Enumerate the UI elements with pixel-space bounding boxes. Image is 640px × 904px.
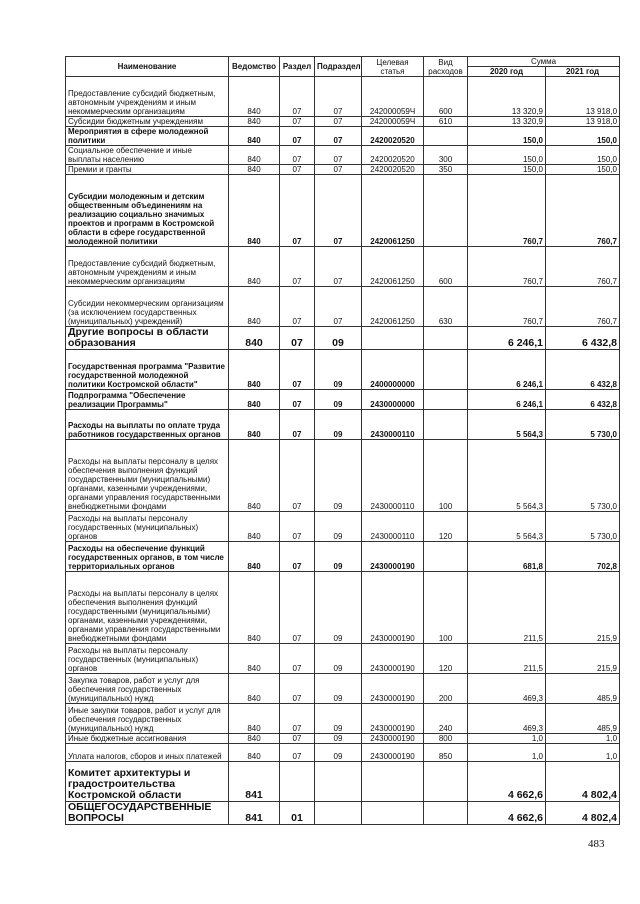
cell-dept: 840 — [229, 734, 280, 744]
cell-name: Расходы на выплаты персоналу в целях обеспечения выполнения функций государственными (муниципальными) органами, казенными учреждениями, органами управления государственными внебюджетными фондами — [66, 440, 229, 512]
cell-section: 07 — [280, 247, 315, 287]
cell-subsection: 09 — [315, 350, 362, 390]
cell-subsection: 09 — [315, 390, 362, 410]
cell-name: Субсидии бюджетным учреждениям — [66, 117, 229, 127]
table-row — [66, 440, 620, 512]
cell-target: 2400000000 — [362, 350, 424, 390]
header-sum: Сумма — [468, 57, 620, 67]
cell-dept: 840 — [229, 390, 280, 410]
cell-section: 07 — [280, 127, 315, 146]
header-dept: Ведомство — [229, 57, 280, 77]
cell-y2020: 13 320,9 — [468, 77, 546, 117]
cell-section: 07 — [280, 175, 315, 247]
cell-dept: 840 — [229, 117, 280, 127]
cell-target: 2420061250 — [362, 175, 424, 247]
cell-section: 07 — [280, 674, 315, 704]
cell-target: 2420061250 — [362, 287, 424, 327]
cell-y2020: 469,3 — [468, 674, 546, 704]
cell-y2021: 4 802,4 — [546, 762, 620, 802]
cell-exp-type: 240 — [424, 704, 468, 734]
cell-name: Расходы на выплаты персоналу государственных (муниципальных) органов — [66, 644, 229, 674]
table-row — [66, 762, 620, 802]
cell-y2020: 681,8 — [468, 542, 546, 572]
cell-dept: 840 — [229, 704, 280, 734]
cell-target: 2430000110 — [362, 512, 424, 542]
cell-y2020: 6 246,1 — [468, 390, 546, 410]
cell-section: 07 — [280, 410, 315, 440]
cell-section: 07 — [280, 327, 315, 350]
cell-y2020: 13 320,9 — [468, 117, 546, 127]
cell-exp-type — [424, 390, 468, 410]
cell-target: 2430000190 — [362, 572, 424, 644]
cell-dept: 840 — [229, 146, 280, 165]
cell-section: 07 — [280, 146, 315, 165]
cell-subsection: 07 — [315, 77, 362, 117]
cell-section: 07 — [280, 734, 315, 744]
cell-y2021: 6 432,8 — [546, 327, 620, 350]
cell-y2021: 1,0 — [546, 734, 620, 744]
cell-target: 2430000000 — [362, 390, 424, 410]
table-row — [66, 542, 620, 572]
table-row — [66, 802, 620, 825]
cell-y2020: 1,0 — [468, 744, 546, 762]
cell-section: 07 — [280, 744, 315, 762]
cell-y2020: 5 564,3 — [468, 440, 546, 512]
cell-section: 07 — [280, 440, 315, 512]
cell-subsection: 07 — [315, 247, 362, 287]
cell-y2020: 5 564,3 — [468, 410, 546, 440]
cell-dept: 840 — [229, 175, 280, 247]
cell-y2021: 5 730,0 — [546, 410, 620, 440]
table-row — [66, 350, 620, 390]
cell-name: Государственная программа "Развитие государственной молодежной политики Костромской области" — [66, 350, 229, 390]
cell-dept: 840 — [229, 410, 280, 440]
cell-target: 2430000190 — [362, 734, 424, 744]
cell-dept: 840 — [229, 744, 280, 762]
cell-dept: 840 — [229, 440, 280, 512]
cell-exp-type: 610 — [424, 117, 468, 127]
header-section: Раздел — [280, 57, 315, 77]
cell-y2021: 485,9 — [546, 704, 620, 734]
table-row — [66, 704, 620, 734]
cell-y2021: 5 730,0 — [546, 440, 620, 512]
cell-section: 07 — [280, 704, 315, 734]
cell-exp-type: 120 — [424, 512, 468, 542]
cell-dept: 840 — [229, 127, 280, 146]
header-name: Наименование — [66, 57, 229, 77]
cell-name: Комитет архитектуры и градостроительства Костромской области — [66, 762, 229, 802]
cell-subsection: 07 — [315, 127, 362, 146]
cell-dept: 840 — [229, 644, 280, 674]
cell-target: 242000059Ч — [362, 117, 424, 127]
cell-y2021: 13 918,0 — [546, 117, 620, 127]
cell-subsection: 09 — [315, 744, 362, 762]
cell-exp-type — [424, 542, 468, 572]
cell-section — [280, 762, 315, 802]
cell-name: Иные бюджетные ассигнования — [66, 734, 229, 744]
cell-exp-type: 100 — [424, 440, 468, 512]
cell-subsection: 09 — [315, 512, 362, 542]
cell-section: 07 — [280, 117, 315, 127]
header-subsection: Подраздел — [315, 57, 362, 77]
cell-name: Премии и гранты — [66, 165, 229, 175]
cell-subsection — [315, 802, 362, 825]
cell-name: Иные закупки товаров, работ и услуг для обеспечения государственных (муниципальных) нужд — [66, 704, 229, 734]
cell-y2021: 760,7 — [546, 175, 620, 247]
cell-y2020: 6 246,1 — [468, 327, 546, 350]
cell-subsection: 09 — [315, 440, 362, 512]
cell-dept: 840 — [229, 287, 280, 327]
cell-exp-type: 630 — [424, 287, 468, 327]
cell-subsection: 09 — [315, 644, 362, 674]
cell-target: 2430000110 — [362, 410, 424, 440]
cell-name: Расходы на выплаты персоналу в целях обеспечения выполнения функций государственными (муниципальными) органами, казенными учреждениями, органами управления государственными внебюджетными фондами — [66, 572, 229, 644]
cell-target: 2430000190 — [362, 674, 424, 704]
cell-y2021: 215,9 — [546, 644, 620, 674]
cell-y2020: 150,0 — [468, 127, 546, 146]
cell-name: Расходы на обеспечение функций государственных органов, в том числе территориальных органов — [66, 542, 229, 572]
cell-dept: 840 — [229, 327, 280, 350]
cell-exp-type: 600 — [424, 77, 468, 117]
header-target: Целевая статья — [362, 57, 424, 77]
cell-name: Субсидии некоммерческим организациям (за исключением государственных (муниципальных) учреждений) — [66, 287, 229, 327]
cell-y2020: 211,5 — [468, 644, 546, 674]
cell-exp-type — [424, 350, 468, 390]
table-row — [66, 146, 620, 165]
cell-y2020: 6 246,1 — [468, 350, 546, 390]
table-row — [66, 734, 620, 744]
cell-subsection: 09 — [315, 572, 362, 644]
cell-subsection: 09 — [315, 674, 362, 704]
cell-y2021: 485,9 — [546, 674, 620, 704]
table-row — [66, 77, 620, 117]
cell-subsection: 09 — [315, 410, 362, 440]
cell-subsection: 07 — [315, 146, 362, 165]
cell-exp-type — [424, 175, 468, 247]
cell-y2021: 150,0 — [546, 165, 620, 175]
cell-y2021: 760,7 — [546, 247, 620, 287]
cell-y2020: 150,0 — [468, 146, 546, 165]
cell-subsection: 07 — [315, 165, 362, 175]
cell-y2021: 215,9 — [546, 572, 620, 644]
cell-y2021: 1,0 — [546, 744, 620, 762]
cell-name: Другие вопросы в области образования — [66, 327, 229, 350]
cell-dept: 841 — [229, 802, 280, 825]
cell-section: 07 — [280, 572, 315, 644]
cell-y2020: 760,7 — [468, 247, 546, 287]
cell-dept: 840 — [229, 77, 280, 117]
cell-name: Уплата налогов, сборов и иных платежей — [66, 744, 229, 762]
cell-exp-type — [424, 127, 468, 146]
cell-section: 07 — [280, 542, 315, 572]
cell-y2020: 760,7 — [468, 287, 546, 327]
cell-exp-type: 800 — [424, 734, 468, 744]
cell-exp-type: 100 — [424, 572, 468, 644]
cell-target: 2420061250 — [362, 247, 424, 287]
budget-table — [65, 56, 620, 825]
cell-section: 07 — [280, 165, 315, 175]
cell-name: Субсидии молодежным и детским общественным объединениям на реализацию социально значимых проектов и программ в Костромской области в сфере государственной молодежной политики — [66, 175, 229, 247]
cell-name: Предоставление субсидий бюджетным, автономным учреждениям и иным некоммерческим организациям — [66, 247, 229, 287]
cell-section: 07 — [280, 77, 315, 117]
cell-exp-type: 600 — [424, 247, 468, 287]
cell-y2020: 4 662,6 — [468, 802, 546, 825]
cell-y2020: 760,7 — [468, 175, 546, 247]
cell-target: 2430000190 — [362, 704, 424, 734]
cell-y2021: 760,7 — [546, 287, 620, 327]
cell-target — [362, 327, 424, 350]
table-row — [66, 512, 620, 542]
cell-subsection: 09 — [315, 704, 362, 734]
cell-subsection: 07 — [315, 175, 362, 247]
cell-subsection: 07 — [315, 117, 362, 127]
cell-section: 07 — [280, 390, 315, 410]
cell-section: 07 — [280, 287, 315, 327]
cell-exp-type — [424, 802, 468, 825]
cell-y2020: 4 662,6 — [468, 762, 546, 802]
cell-name: ОБЩЕГОСУДАРСТВЕННЫЕ ВОПРОСЫ — [66, 802, 229, 825]
cell-dept: 840 — [229, 350, 280, 390]
cell-exp-type: 120 — [424, 644, 468, 674]
cell-subsection — [315, 762, 362, 802]
cell-y2021: 150,0 — [546, 146, 620, 165]
header-2020: 2020 год — [468, 67, 546, 77]
cell-subsection: 07 — [315, 287, 362, 327]
table-body — [66, 77, 620, 825]
cell-y2021: 4 802,4 — [546, 802, 620, 825]
cell-target: 2430000190 — [362, 542, 424, 572]
cell-name: Предоставление субсидий бюджетным, автономным учреждениям и иным некоммерческим организациям — [66, 77, 229, 117]
cell-y2021: 6 432,8 — [546, 390, 620, 410]
cell-dept: 840 — [229, 165, 280, 175]
cell-name: Расходы на выплаты по оплате труда работников государственных органов — [66, 410, 229, 440]
cell-target — [362, 762, 424, 802]
cell-target: 2430000190 — [362, 644, 424, 674]
cell-y2021: 702,8 — [546, 542, 620, 572]
cell-section: 07 — [280, 350, 315, 390]
cell-dept: 840 — [229, 542, 280, 572]
header-2021: 2021 год — [546, 67, 620, 77]
cell-exp-type: 850 — [424, 744, 468, 762]
table-header — [66, 57, 620, 77]
cell-y2021: 6 432,8 — [546, 350, 620, 390]
cell-y2020: 211,5 — [468, 572, 546, 644]
cell-dept: 840 — [229, 247, 280, 287]
cell-subsection: 09 — [315, 542, 362, 572]
table-row — [66, 572, 620, 644]
table-row — [66, 744, 620, 762]
cell-exp-type: 200 — [424, 674, 468, 704]
cell-exp-type — [424, 410, 468, 440]
cell-section: 01 — [280, 802, 315, 825]
cell-exp-type: 350 — [424, 165, 468, 175]
cell-target: 2420020520 — [362, 165, 424, 175]
cell-section: 07 — [280, 644, 315, 674]
cell-dept: 840 — [229, 512, 280, 542]
cell-section: 07 — [280, 512, 315, 542]
table-row — [66, 390, 620, 410]
cell-exp-type: 300 — [424, 146, 468, 165]
cell-name: Мероприятия в сфере молодежной политики — [66, 127, 229, 146]
cell-name: Расходы на выплаты персоналу государственных (муниципальных) органов — [66, 512, 229, 542]
cell-y2021: 13 918,0 — [546, 77, 620, 117]
cell-target: 2430000190 — [362, 744, 424, 762]
cell-name: Закупка товаров, работ и услуг для обеспечения государственных (муниципальных) нужд — [66, 674, 229, 704]
cell-dept: 841 — [229, 762, 280, 802]
cell-name: Социальное обеспечение и иные выплаты населению — [66, 146, 229, 165]
table-row — [66, 327, 620, 350]
cell-y2020: 5 564,3 — [468, 512, 546, 542]
cell-subsection: 09 — [315, 734, 362, 744]
cell-target: 2430000110 — [362, 440, 424, 512]
cell-subsection: 09 — [315, 327, 362, 350]
cell-dept: 840 — [229, 674, 280, 704]
cell-dept: 840 — [229, 572, 280, 644]
header-exp-type: Вид расходов — [424, 57, 468, 77]
table-row — [66, 410, 620, 440]
table-row — [66, 674, 620, 704]
table-row — [66, 247, 620, 287]
cell-target: 242000059Ч — [362, 77, 424, 117]
cell-y2021: 150,0 — [546, 127, 620, 146]
cell-y2020: 469,3 — [468, 704, 546, 734]
cell-target: 2420020520 — [362, 146, 424, 165]
cell-target — [362, 802, 424, 825]
cell-y2020: 1,0 — [468, 734, 546, 744]
table-row — [66, 287, 620, 327]
table-row — [66, 175, 620, 247]
table-row — [66, 117, 620, 127]
cell-exp-type — [424, 327, 468, 350]
cell-name: Подпрограмма "Обеспечение реализации Программы" — [66, 390, 229, 410]
cell-exp-type — [424, 762, 468, 802]
cell-target: 2420020520 — [362, 127, 424, 146]
table-row — [66, 165, 620, 175]
cell-y2020: 150,0 — [468, 165, 546, 175]
table-row — [66, 127, 620, 146]
table-row — [66, 644, 620, 674]
cell-y2021: 5 730,0 — [546, 512, 620, 542]
page-number: 483 — [588, 838, 605, 850]
